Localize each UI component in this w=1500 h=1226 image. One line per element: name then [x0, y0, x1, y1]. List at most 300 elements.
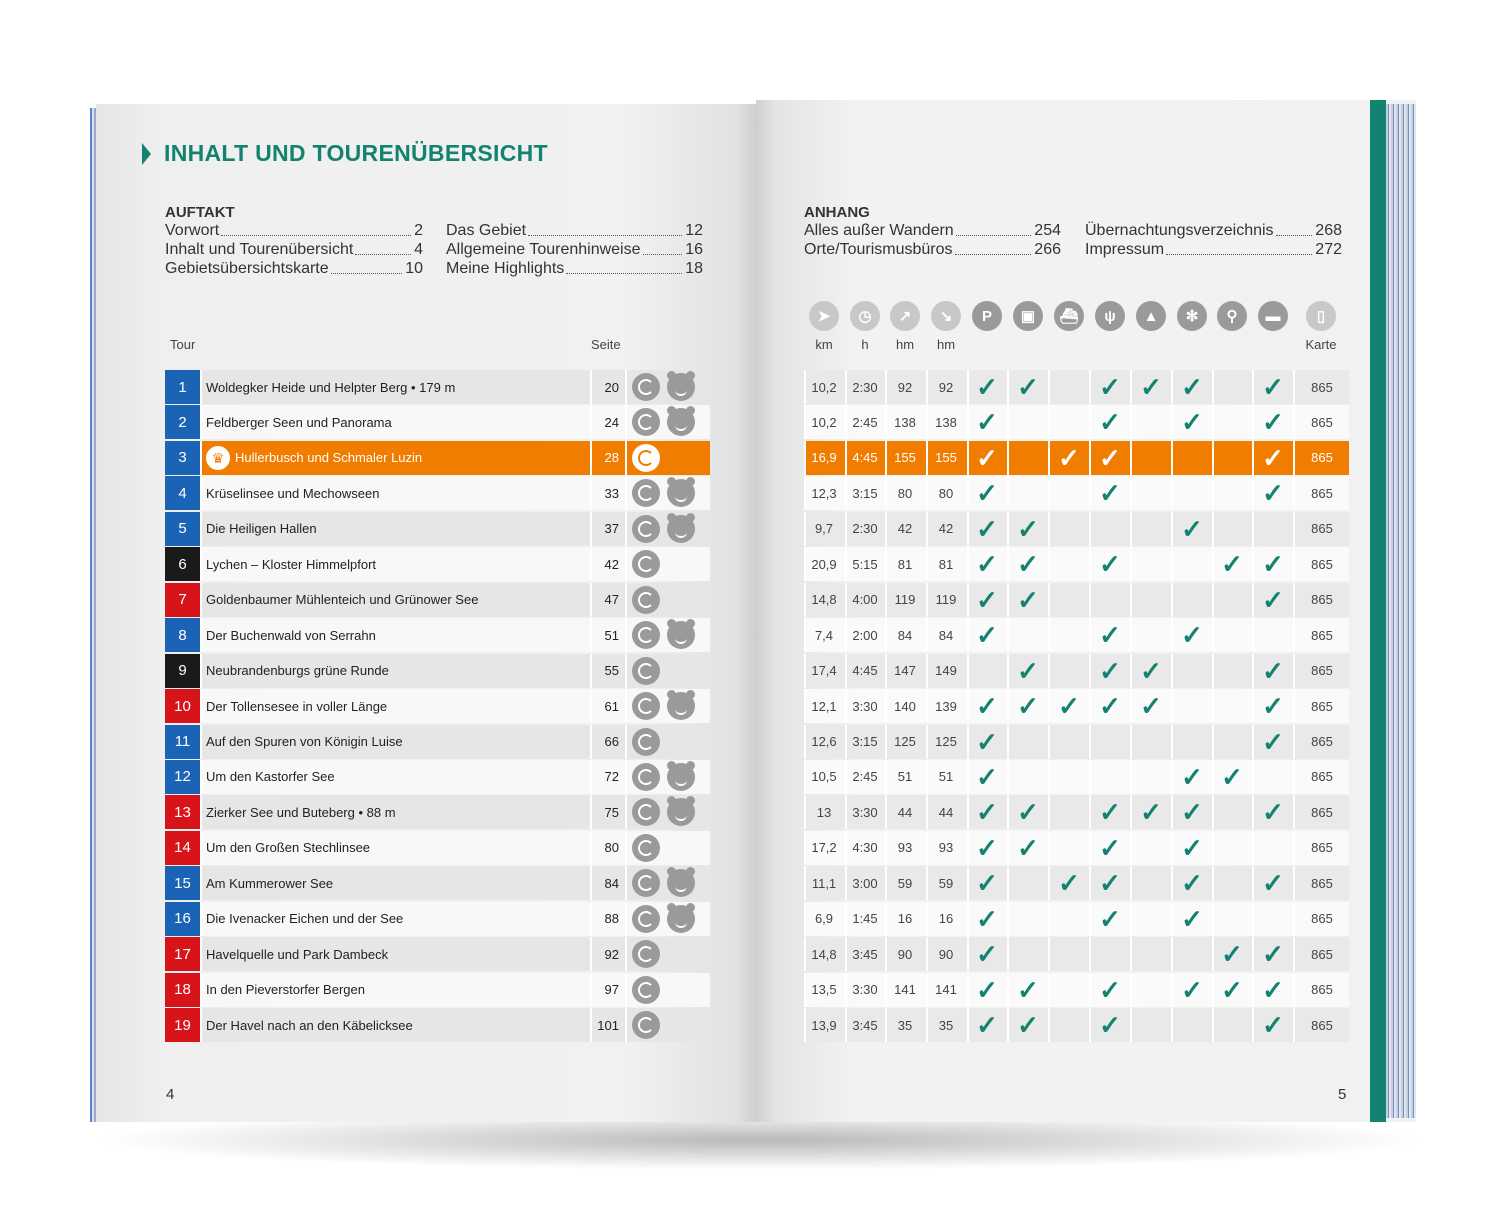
family-bear-icon: [667, 515, 695, 543]
cell-separator: [804, 441, 806, 475]
cell-separator: [1171, 441, 1173, 475]
cell-separator: [1130, 760, 1132, 794]
cell-separator: [1048, 760, 1050, 794]
tour-name[interactable]: [200, 902, 590, 936]
cell-separator: [804, 689, 806, 723]
cell-separator: [1007, 866, 1009, 900]
cell-separator: [1171, 654, 1173, 688]
check-icon: ✓: [1017, 691, 1039, 722]
toc-entry[interactable]: [446, 260, 703, 278]
tour-name-text: Der Havel nach an den Käbelicksee: [206, 1017, 413, 1033]
tour-page: 47: [604, 592, 619, 608]
tour-down: 139: [935, 698, 957, 714]
tour-name[interactable]: [200, 689, 590, 723]
tour-name[interactable]: [200, 405, 590, 439]
toc-entry-page: 2: [414, 222, 423, 239]
tour-row[interactable]: [165, 937, 1349, 971]
tour-h: 2:30: [852, 521, 878, 537]
tour-name[interactable]: [200, 512, 590, 546]
cell-separator: [926, 1008, 928, 1042]
check-icon: ✓: [1099, 903, 1121, 934]
cell-separator: [1048, 583, 1050, 617]
cell-separator: [200, 689, 202, 723]
tour-row[interactable]: [165, 831, 1349, 865]
cell-separator: [1007, 937, 1009, 971]
toc-entry[interactable]: [1085, 241, 1342, 259]
tour-up: 81: [897, 556, 913, 572]
tour-down: 93: [938, 840, 954, 856]
cell-separator: [200, 1008, 202, 1042]
cell-separator: [200, 760, 202, 794]
clock-icon: ◷: [850, 301, 880, 331]
tour-km: 10,2: [811, 414, 837, 430]
cell-separator: [845, 902, 847, 936]
toc-dots: [355, 241, 411, 255]
tour-name-text: Goldenbaumer Mühlenteich und Grünower See: [206, 592, 479, 608]
cell-separator: [1212, 831, 1214, 865]
tour-row[interactable]: [165, 370, 1349, 404]
cell-separator: [1212, 1008, 1214, 1042]
tour-name[interactable]: [200, 973, 590, 1007]
check-icon: ✓: [1140, 372, 1162, 402]
check-icon: ✓: [976, 832, 998, 863]
cell-separator: [926, 618, 928, 652]
cell-separator: [1171, 725, 1173, 759]
tour-down: 35: [938, 1017, 954, 1033]
round-tour-icon: [632, 728, 660, 756]
check-icon: ✓: [1140, 797, 1162, 828]
toc-entry[interactable]: [446, 222, 703, 240]
tour-page: 61: [604, 698, 619, 714]
cell-separator: [804, 831, 806, 865]
cell-separator: [1212, 725, 1214, 759]
tour-name[interactable]: [200, 760, 590, 794]
tour-up: 42: [897, 521, 913, 537]
cell-separator: [885, 725, 887, 759]
cell-separator: [1252, 618, 1254, 652]
cell-separator: [625, 476, 627, 510]
cell-separator: [1212, 512, 1214, 546]
check-icon: ✓: [1262, 797, 1284, 828]
cell-separator: [885, 937, 887, 971]
tour-up: 84: [897, 627, 913, 643]
round-tour-icon: [632, 586, 660, 614]
cell-separator: [1212, 476, 1214, 510]
cell-separator: [1130, 512, 1132, 546]
round-tour-icon: [632, 905, 660, 933]
cell-separator: [845, 441, 847, 475]
signpost-icon: ➤: [809, 301, 839, 331]
tour-name[interactable]: [200, 441, 590, 475]
toc-entry[interactable]: [165, 260, 423, 278]
cell-separator: [1130, 902, 1132, 936]
cell-separator: [926, 937, 928, 971]
tour-h: 5:15: [852, 556, 878, 572]
tour-row[interactable]: [165, 866, 1349, 900]
cell-separator: [1252, 512, 1254, 546]
cell-separator: [1130, 1008, 1132, 1042]
cell-separator: [625, 370, 627, 404]
tour-row[interactable]: [165, 760, 1349, 794]
tour-row[interactable]: [165, 1008, 1349, 1042]
winter-icon: ✻: [1177, 301, 1207, 331]
toc-entry-page: 266: [1034, 241, 1061, 258]
check-icon: ✓: [1262, 974, 1284, 1005]
check-icon: ✓: [1017, 584, 1039, 615]
check-icon: ✓: [1221, 761, 1243, 792]
tour-row[interactable]: [165, 476, 1349, 510]
tour-row[interactable]: [165, 795, 1349, 829]
cell-separator: [590, 441, 592, 475]
tour-name-text: Der Tollensesee in voller Länge: [206, 698, 388, 714]
tour-row[interactable]: [165, 441, 1349, 475]
toc-entry-label: Inhalt und Tourenübersicht: [165, 241, 354, 258]
tour-karte: 865: [1311, 592, 1333, 608]
tour-up: 119: [894, 592, 916, 608]
cell-separator: [885, 370, 887, 404]
tour-page: 88: [604, 911, 619, 927]
check-icon: ✓: [1099, 797, 1121, 828]
tour-number: 1: [165, 370, 200, 404]
parking-icon: P: [972, 301, 1002, 331]
cell-separator: [885, 866, 887, 900]
check-icon: ✓: [1181, 797, 1203, 828]
tour-name-text: Der Buchenwald von Serrahn: [206, 627, 376, 643]
title-marker-icon: [142, 143, 151, 165]
cell-separator: [845, 760, 847, 794]
toc-entry[interactable]: [165, 222, 423, 240]
cell-separator: [200, 370, 202, 404]
toc-entry-page: 18: [685, 260, 703, 277]
tour-number: 6: [165, 547, 200, 581]
round-arrow-icon: [638, 450, 654, 466]
check-icon: ✓: [1017, 372, 1039, 402]
tour-name-text: Havelquelle und Park Dambeck: [206, 946, 389, 962]
tour-up: 141: [894, 982, 916, 998]
tour-karte: 865: [1311, 911, 1333, 927]
tour-h: 2:30: [852, 379, 878, 395]
tour-km: 14,8: [811, 592, 837, 608]
toc-entry[interactable]: [165, 241, 423, 259]
tour-km: 13,9: [811, 1017, 837, 1033]
tour-h: 3:30: [852, 982, 878, 998]
tour-name[interactable]: [200, 795, 590, 829]
cell-separator: [1089, 583, 1091, 617]
tour-row[interactable]: [165, 973, 1349, 1007]
page-title: INHALT UND TOURENÜBERSICHT: [164, 140, 548, 166]
cell-separator: [1007, 725, 1009, 759]
tour-row[interactable]: [165, 547, 1349, 581]
check-icon: ✓: [1058, 691, 1080, 722]
toc-entry-page: 16: [685, 241, 703, 258]
check-icon: ✓: [1017, 797, 1039, 828]
check-icon: ✓: [976, 372, 998, 402]
tour-row[interactable]: [165, 654, 1349, 688]
crown-icon: ♛: [206, 446, 230, 470]
tour-karte: 865: [1311, 521, 1333, 537]
tour-h: 4:30: [852, 840, 878, 856]
tour-down: 119: [935, 592, 957, 608]
tour-number: 13: [165, 795, 200, 829]
cell-separator: [1252, 902, 1254, 936]
cell-separator: [845, 973, 847, 1007]
camping-icon: ▲: [1136, 301, 1166, 331]
tour-h: 4:45: [852, 450, 878, 466]
tour-number: 18: [165, 973, 200, 1007]
check-icon: ✓: [976, 1010, 998, 1041]
cell-separator: [845, 866, 847, 900]
toc-entry-page: 254: [1034, 222, 1061, 239]
cell-separator: [926, 795, 928, 829]
col-h: h: [861, 337, 869, 352]
tour-h: 4:00: [852, 592, 878, 608]
tour-name[interactable]: [200, 1008, 590, 1042]
tour-km: 10,5: [811, 769, 837, 785]
round-tour-icon: [632, 1011, 660, 1039]
check-icon: ✓: [976, 726, 998, 757]
tour-km: 17,2: [811, 840, 837, 856]
check-icon: ✓: [976, 478, 998, 509]
cell-separator: [625, 583, 627, 617]
tour-up: 92: [897, 379, 913, 395]
tour-row[interactable]: [165, 902, 1349, 936]
check-icon: ✓: [1099, 1010, 1121, 1041]
check-icon: ✓: [1181, 832, 1203, 863]
cell-separator: [885, 795, 887, 829]
tour-number: 19: [165, 1008, 200, 1042]
tour-h: 3:30: [852, 804, 878, 820]
tour-number: 9: [165, 654, 200, 688]
cell-separator: [200, 725, 202, 759]
tour-karte: 865: [1311, 840, 1333, 856]
bear-smile: [675, 920, 687, 928]
tour-down: 84: [938, 627, 954, 643]
cell-separator: [885, 512, 887, 546]
tour-number: 11: [165, 725, 200, 759]
cell-separator: [1212, 618, 1214, 652]
tour-row[interactable]: [165, 512, 1349, 546]
check-icon: ✓: [1181, 620, 1203, 651]
cell-separator: [804, 512, 806, 546]
round-arrow-icon: [638, 485, 654, 501]
tour-km: 17,4: [811, 663, 837, 679]
check-icon: ✓: [1099, 372, 1121, 402]
cell-separator: [1048, 1008, 1050, 1042]
cell-separator: [1048, 937, 1050, 971]
tour-name-text: Am Kummerower See: [206, 875, 334, 891]
cell-separator: [200, 866, 202, 900]
tour-page: 97: [604, 982, 619, 998]
cell-separator: [200, 973, 202, 1007]
cell-separator: [804, 618, 806, 652]
cell-separator: [1171, 476, 1173, 510]
tour-row[interactable]: [165, 405, 1349, 439]
round-tour-icon: [632, 621, 660, 649]
page-number-right: 5: [1338, 1086, 1347, 1103]
cell-separator: [590, 654, 592, 688]
tour-km: 7,4: [814, 627, 834, 643]
toc-entry-label: Meine Highlights: [446, 260, 565, 277]
cell-separator: [885, 973, 887, 1007]
cell-separator: [1212, 654, 1214, 688]
cell-separator: [625, 512, 627, 546]
toc-dots: [566, 260, 682, 274]
cell-separator: [1252, 760, 1254, 794]
check-icon: ✓: [1099, 832, 1121, 863]
round-tour-icon: [632, 657, 660, 685]
tour-km: 13: [816, 804, 832, 820]
round-arrow-icon: [638, 804, 654, 820]
tour-name[interactable]: [200, 547, 590, 581]
col-hm-up: hm: [895, 337, 915, 352]
bear-smile: [675, 707, 687, 715]
tour-name-text: Woldegker Heide und Helpter Berg • 179 m: [206, 379, 456, 395]
descent-icon: ↘: [931, 301, 961, 331]
tour-row[interactable]: [165, 689, 1349, 723]
check-icon: ✓: [1262, 372, 1284, 402]
book-edge-right: [1370, 100, 1420, 1122]
toc-entry[interactable]: [804, 222, 1061, 240]
cell-separator: [967, 654, 969, 688]
toc-entry[interactable]: [446, 241, 703, 259]
tour-number: 14: [165, 831, 200, 865]
cell-separator: [845, 405, 847, 439]
cell-separator: [200, 441, 202, 475]
cell-separator: [1212, 866, 1214, 900]
tour-karte: 865: [1311, 1017, 1333, 1033]
cell-separator: [1048, 831, 1050, 865]
cell-separator: [625, 725, 627, 759]
check-icon: ✓: [976, 549, 998, 580]
cell-separator: [804, 902, 806, 936]
tour-down: 90: [938, 946, 954, 962]
ascent-icon: ↗: [890, 301, 920, 331]
tour-down: 80: [938, 485, 954, 501]
anhang-heading: ANHANG: [804, 204, 870, 221]
cell-separator: [590, 512, 592, 546]
tour-row[interactable]: [165, 618, 1349, 652]
check-icon: ✓: [976, 407, 998, 438]
tour-number: 17: [165, 937, 200, 971]
cell-separator: [590, 1008, 592, 1042]
col-seite: Seite: [591, 337, 621, 352]
cell-separator: [625, 1008, 627, 1042]
cell-separator: [590, 937, 592, 971]
cell-separator: [1048, 618, 1050, 652]
tour-km: 10,2: [811, 379, 837, 395]
cell-separator: [625, 760, 627, 794]
tour-row[interactable]: [165, 583, 1349, 617]
tour-name[interactable]: [200, 583, 590, 617]
cell-separator: [1130, 583, 1132, 617]
cell-separator: [1007, 618, 1009, 652]
restaurant-icon: ψ: [1095, 301, 1125, 331]
tour-name[interactable]: [200, 937, 590, 971]
tour-name[interactable]: [200, 725, 590, 759]
cell-separator: [804, 866, 806, 900]
cell-separator: [1007, 902, 1009, 936]
cell-separator: [1212, 795, 1214, 829]
check-icon: ✓: [1262, 584, 1284, 615]
cell-separator: [200, 618, 202, 652]
tour-down: 155: [935, 450, 957, 466]
check-icon: ✓: [1181, 513, 1203, 544]
cell-separator: [885, 405, 887, 439]
round-arrow-icon: [638, 982, 654, 998]
tour-row[interactable]: [165, 725, 1349, 759]
bicycle-icon: ⚲: [1217, 301, 1247, 331]
cell-separator: [885, 689, 887, 723]
tour-down: 44: [938, 804, 954, 820]
toc-entry-page: 10: [405, 260, 423, 277]
cell-separator: [1048, 654, 1050, 688]
round-tour-icon: [632, 515, 660, 543]
check-icon: ✓: [1140, 655, 1162, 686]
tour-up: 140: [894, 698, 916, 714]
cell-separator: [804, 583, 806, 617]
cell-separator: [1007, 476, 1009, 510]
cell-separator: [804, 973, 806, 1007]
tour-name[interactable]: [200, 476, 590, 510]
tour-name[interactable]: [200, 618, 590, 652]
tour-number: 3: [165, 441, 200, 475]
cell-separator: [1130, 476, 1132, 510]
tour-karte: 865: [1311, 946, 1333, 962]
cell-separator: [1171, 689, 1173, 723]
tour-h: 3:15: [852, 485, 878, 501]
toc-entry-label: Vorwort: [165, 222, 220, 239]
toc-entry[interactable]: [804, 241, 1061, 259]
tour-number: 12: [165, 760, 200, 794]
cell-separator: [804, 654, 806, 688]
tour-down: 92: [938, 379, 954, 395]
round-arrow-icon: [638, 414, 654, 430]
tour-name[interactable]: [200, 866, 590, 900]
cell-separator: [885, 618, 887, 652]
cell-separator: [625, 795, 627, 829]
cell-separator: [926, 654, 928, 688]
check-icon: ✓: [1099, 407, 1121, 438]
tour-name[interactable]: [200, 654, 590, 688]
toc-entry-label: Alles außer Wandern: [804, 222, 954, 239]
tour-up: 44: [897, 804, 913, 820]
toc-entry-page: 12: [685, 222, 703, 239]
check-icon: ✓: [1262, 691, 1284, 722]
tour-name-text: Zierker See und Buteberg • 88 m: [206, 804, 396, 820]
cell-separator: [804, 370, 806, 404]
cell-separator: [1212, 370, 1214, 404]
cell-separator: [926, 902, 928, 936]
cell-separator: [590, 476, 592, 510]
tour-h: 2:00: [852, 627, 878, 643]
tour-name-text: Die Heiligen Hallen: [206, 521, 317, 537]
tour-up: 35: [897, 1017, 913, 1033]
cell-separator: [1130, 831, 1132, 865]
tour-up: 138: [894, 414, 916, 430]
check-icon: ✓: [1181, 903, 1203, 934]
tour-name[interactable]: [200, 370, 590, 404]
tour-km: 13,5: [811, 982, 837, 998]
cell-separator: [200, 476, 202, 510]
cell-separator: [1007, 441, 1009, 475]
tour-h: 1:45: [852, 911, 878, 927]
tour-h: 3:00: [852, 875, 878, 891]
tour-name[interactable]: [200, 831, 590, 865]
cell-separator: [625, 618, 627, 652]
cell-separator: [200, 512, 202, 546]
toc-entry[interactable]: [1085, 222, 1342, 240]
check-icon: ✓: [1181, 372, 1203, 402]
